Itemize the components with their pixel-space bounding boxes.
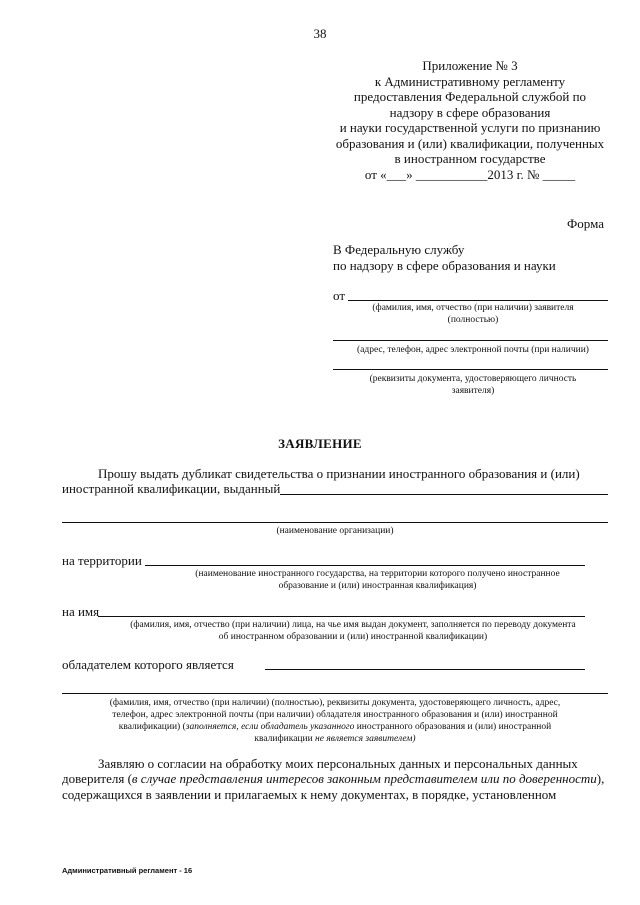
from-label: от <box>333 288 346 303</box>
request-line-1: Прошу выдать дубликат свидетельства о признании иностранного образования и (или) <box>98 466 580 481</box>
territory-label: на территории <box>62 553 142 568</box>
appendix-line: в иностранном государстве <box>394 151 546 166</box>
appendix-line: и науки государственной услуги по признанию <box>339 120 601 135</box>
name-label: на имя <box>62 604 100 619</box>
form-label: Форма <box>567 216 604 231</box>
addressee-block <box>333 242 556 274</box>
holder-field-1[interactable] <box>265 669 585 670</box>
applicant-document-field[interactable] <box>333 369 608 370</box>
appendix-line: надзору в сфере образования <box>389 104 551 120</box>
appendix-date-line: от «___» ___________2013 г. № _____ <box>364 166 576 182</box>
consent-line-2: доверителя (в случае представления интересов законным представителем или по доверенности), <box>62 771 605 786</box>
applicant-document-hint: (реквизиты документа, удостоверяющего личность заявителя) <box>369 374 577 396</box>
organization-hint: (наименование организации) <box>276 526 394 536</box>
consent-line-1: Заявляю о согласии на обработку моих персональных данных и персональных данных <box>98 756 578 771</box>
holder-field-2[interactable] <box>62 693 608 694</box>
page-number: 38 <box>313 26 327 41</box>
appendix-line: к Административному регламенту <box>374 73 566 89</box>
applicant-name-field[interactable] <box>348 300 608 301</box>
name-field[interactable] <box>98 616 585 617</box>
appendix-line: предоставления Федеральной службой по <box>353 89 587 104</box>
issuer-field-2[interactable] <box>62 522 608 523</box>
appendix-line: Приложение № 3 <box>422 58 518 73</box>
territory-hint: (наименование иностранного государства, на территории которого получено иностранное образование и (или) иностранная квалификация) <box>195 569 560 591</box>
issuer-field-1[interactable] <box>280 494 608 495</box>
issued-label: иностранной квалификации, выданный <box>62 481 281 496</box>
applicant-contacts-field[interactable] <box>333 340 608 341</box>
appendix-block <box>320 58 620 182</box>
consent-line-3: содержащихся в заявлении и прилагаемых к нему документах, в порядке, установленном <box>62 787 557 802</box>
applicant-name-hint: (фамилия, имя, отчество (при наличии) заявителя (полностью) <box>372 303 574 325</box>
addressee-line-1: В Федеральную службу <box>333 242 465 257</box>
holder-label: обладателем которого является <box>62 657 234 672</box>
document-title: ЗАЯВЛЕНИЕ <box>278 436 362 451</box>
applicant-contacts-hint: (адрес, телефон, адрес электронной почты (при наличии) <box>357 345 589 355</box>
footer-text: Административный регламент - 16 <box>62 866 193 875</box>
holder-hint: (фамилия, имя, отчество (при наличии) (полностью), реквизиты документа, удостоверяющего личность, адрес, телефон, адрес электронной почты (при наличии) обладателя иностранного образования и (или) иностранной квалификации) (заполняется, если обладатель указанного иностранного образования и (или) иностранной квалификации не является заявителем) <box>109 698 561 744</box>
addressee-line-2: по надзору в сфере образования и науки <box>333 258 556 273</box>
name-hint: (фамилия, имя, отчество (при наличии) лица, на чье имя выдан документ, заполняется по переводу документа об иностранном образовании и (или) иностранной квалификации) <box>130 620 576 642</box>
territory-field[interactable] <box>145 565 585 566</box>
appendix-line: образования и (или) квалификации, полученных <box>335 135 605 151</box>
